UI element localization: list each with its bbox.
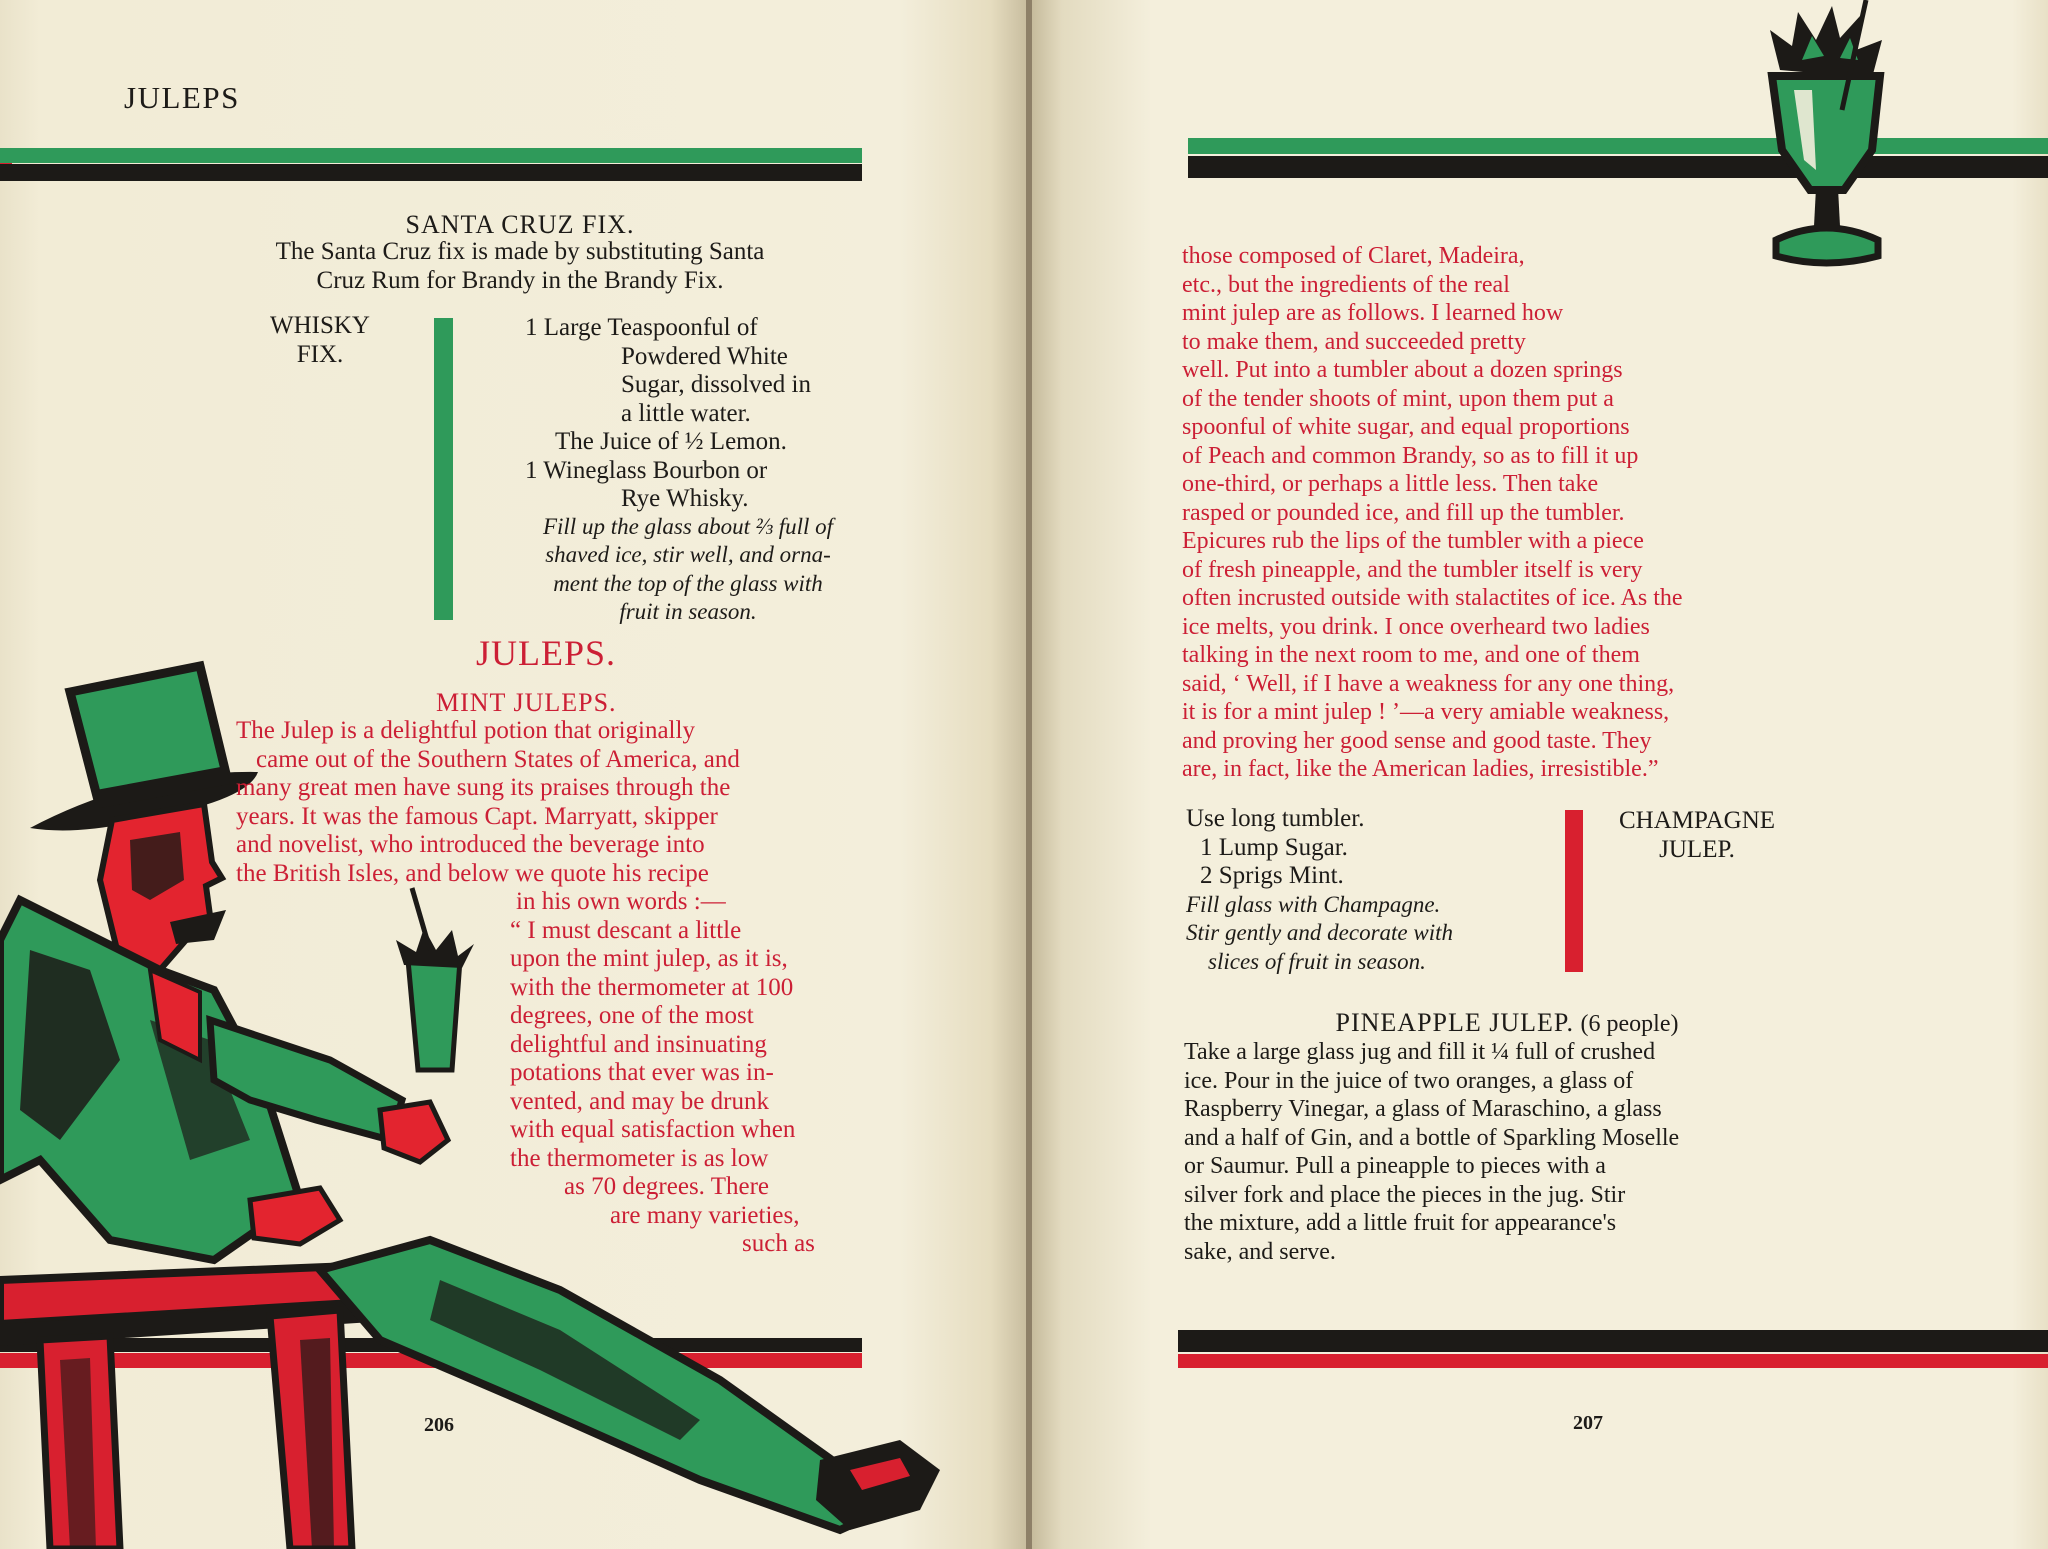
direction-line: Stir gently and decorate with [1186,920,1454,946]
pineapple-julep-text [1184,1038,1834,1266]
lower-hand [250,1188,340,1244]
julep-glass [408,960,460,1070]
santa-cruz-text [200,238,840,295]
green-side-bar [434,318,453,620]
quote-line: it is for a mint julep ! ’—a very amiable weakness, [1182,699,1670,725]
quote-line: as 70 degrees. There [564,1173,770,1200]
pineapple-line: and a half of Gin, and a bottle of Sparkling Moselle [1184,1124,1680,1151]
quote-line: ice melts, you drink. I once overheard two ladies [1182,613,1650,640]
quote-line: degrees, one of the most [510,1002,754,1029]
quote-line: often incrusted outside with stalactites of ice. As the [1182,585,1683,611]
quote-line: such as [742,1230,815,1257]
champagne-title-line: JULEP. [1659,835,1735,863]
direction-line: Fill glass with Champagne. [1186,892,1441,917]
mint-juleps-title: MINT JULEPS. [436,688,617,717]
champagne-julep-recipe [1186,805,1566,891]
quote-line: delightful and insinuating [510,1030,767,1058]
ingredient-line: Sugar, dissolved in [621,371,811,398]
cup-foot [1776,228,1878,263]
quote-continued-narrow [1182,242,1688,356]
quote-line: are many varieties, [610,1201,800,1229]
ingredient-line: Rye Whisky. [621,485,749,512]
ingredient-line: 1 Wineglass Bourbon or [525,456,768,484]
quote-line: rasped or pounded ice, and fill up the tumbler. [1182,499,1625,526]
page-number: 206 [424,1414,454,1436]
quote-line: talking in the next room to me, and one of them [1182,642,1640,668]
instruction-line: Use long tumbler. [1186,805,1365,832]
whisky-fix-directions [510,513,866,627]
quote-line: upon the mint julep, as it is, [510,945,788,972]
section-title: JULEPS. [476,633,617,673]
pineapple-line: silver fork and place the pieces in the jug. Stir [1184,1181,1626,1208]
mint-sprigs [396,928,474,968]
marryatt-quote [510,888,860,1259]
pineapple-julep-title: PINEAPPLE JULEP. [1335,1008,1574,1037]
julep-cup-illustration [1732,0,1922,280]
intro-line: and novelist, who introduced the beverage into [236,831,705,858]
bottom-black-rule [1178,1330,2048,1352]
quote-line: potations that ever was in- [510,1059,774,1086]
quote-line: mint julep are as follows. I learned how [1182,300,1564,326]
quote-continued-wide [1182,356,1832,784]
santa-cruz-line: Cruz Rum for Brandy in the Brandy Fix. [316,266,724,294]
pineapple-line: the mixture, add a little fruit for appearance's [1184,1210,1617,1236]
santa-cruz-line: The Santa Cruz fix is made by substituting Santa [275,238,765,265]
champagne-title-line: CHAMPAGNE [1618,807,1776,834]
quote-line: to make them, and succeeded pretty [1182,328,1526,355]
quote-line: with the thermometer at 100 [510,973,794,1001]
quote-line: of fresh pineapple, and the tumbler itself is very [1182,556,1643,583]
quote-line: Epicures rub the lips of the tumbler with a piece [1182,528,1644,554]
mint-juleps-intro [236,717,856,888]
whisky-fix-ingredients [525,314,862,514]
pineapple-julep-heading [1182,1008,1832,1038]
pineapple-line: or Saumur. Pull a pineapple to pieces with a [1184,1153,1606,1179]
ingredient-line: The Juice of ½ Lemon. [555,428,787,455]
right-page [1032,0,2048,1549]
intro-line: the British Isles, and below we quote his recipe [236,859,709,887]
running-head: JULEPS [124,80,240,115]
direction-line: fruit in season. [619,599,757,625]
ingredient-line: a little water. [621,399,751,427]
intro-line: years. It was the famous Capt. Marryatt, skipper [236,802,718,830]
champagne-julep-directions [1186,891,1564,976]
intro-line: came out of the Southern States of America, and [256,745,740,773]
ingredient-line: 1 Lump Sugar. [1200,833,1348,861]
santa-cruz-title: SANTA CRUZ FIX. [405,210,635,239]
intro-text: The Julep is a delightful potion that originally [236,717,695,744]
page-number: 207 [1573,1412,1603,1434]
intro-line [236,717,856,746]
cup-stem [1814,188,1840,226]
hand [380,1102,448,1162]
quote-line: said, ‘ Well, if I have a weakness for any one thing, [1182,670,1675,697]
whisky-fix-title-line: FIX. [296,340,344,368]
quote-line: vented, and may be drunk [510,1087,769,1115]
ingredient-line: 1 Large Teaspoonful of [525,314,758,341]
quote-line: the thermometer is as low [510,1144,769,1172]
pineapple-line: ice. Pour in the juice of two oranges, a glass of [1184,1067,1634,1094]
quote-line: “ I must descant a little [510,916,742,944]
quote-line: in his own words :— [516,888,726,915]
quote-line: with equal satisfaction when [510,1116,796,1143]
quote-line: spoonful of white sugar, and equal proportions [1182,414,1630,440]
quote-line: those composed of Claret, Madeira, [1182,243,1525,269]
whisky-fix-title-line: WHISKY [270,312,370,339]
cup-bowl [1772,76,1880,190]
pineapple-julep-serves: (6 people) [1580,1011,1679,1037]
direction-line: shaved ice, stir well, and orna- [545,542,831,568]
whisky-fix-title [250,312,390,369]
bottom-red-rule [1178,1354,2048,1368]
quote-line: of the tender shoots of mint, upon them put a [1182,385,1614,412]
pineapple-line: Take a large glass jug and fill it ¼ full of crushed [1184,1039,1656,1065]
quote-line: etc., but the ingredients of the real [1182,271,1510,298]
quote-line: well. Put into a tumbler about a dozen springs [1182,357,1623,383]
champagne-julep-title [1592,807,1802,864]
red-side-bar [1565,810,1583,972]
intro-line: many great men have sung its praises through the [236,774,731,801]
quote-line: and proving her good sense and good taste. They [1182,727,1652,754]
pineapple-line: Raspberry Vinegar, a glass of Maraschino, a glass [1184,1096,1662,1122]
direction-line: ment the top of the glass with [553,570,823,596]
pineapple-line: sake, and serve. [1184,1238,1336,1265]
ingredient-line: 2 Sprigs Mint. [1200,862,1344,889]
top-black-rule [0,164,862,181]
direction-line: Fill up the glass about ⅔ full of [542,514,834,539]
quote-line: of Peach and common Brandy, so as to fill it up [1182,442,1639,469]
cup-mint-leaves [1770,6,1882,78]
direction-line: slices of fruit in season. [1208,948,1426,974]
top-green-rule [0,148,862,163]
quote-line: one-third, or perhaps a little less. Then take [1182,471,1599,497]
ingredient-line: Powdered White [621,342,788,370]
quote-line: are, in fact, like the American ladies, irresistible.” [1182,756,1659,782]
